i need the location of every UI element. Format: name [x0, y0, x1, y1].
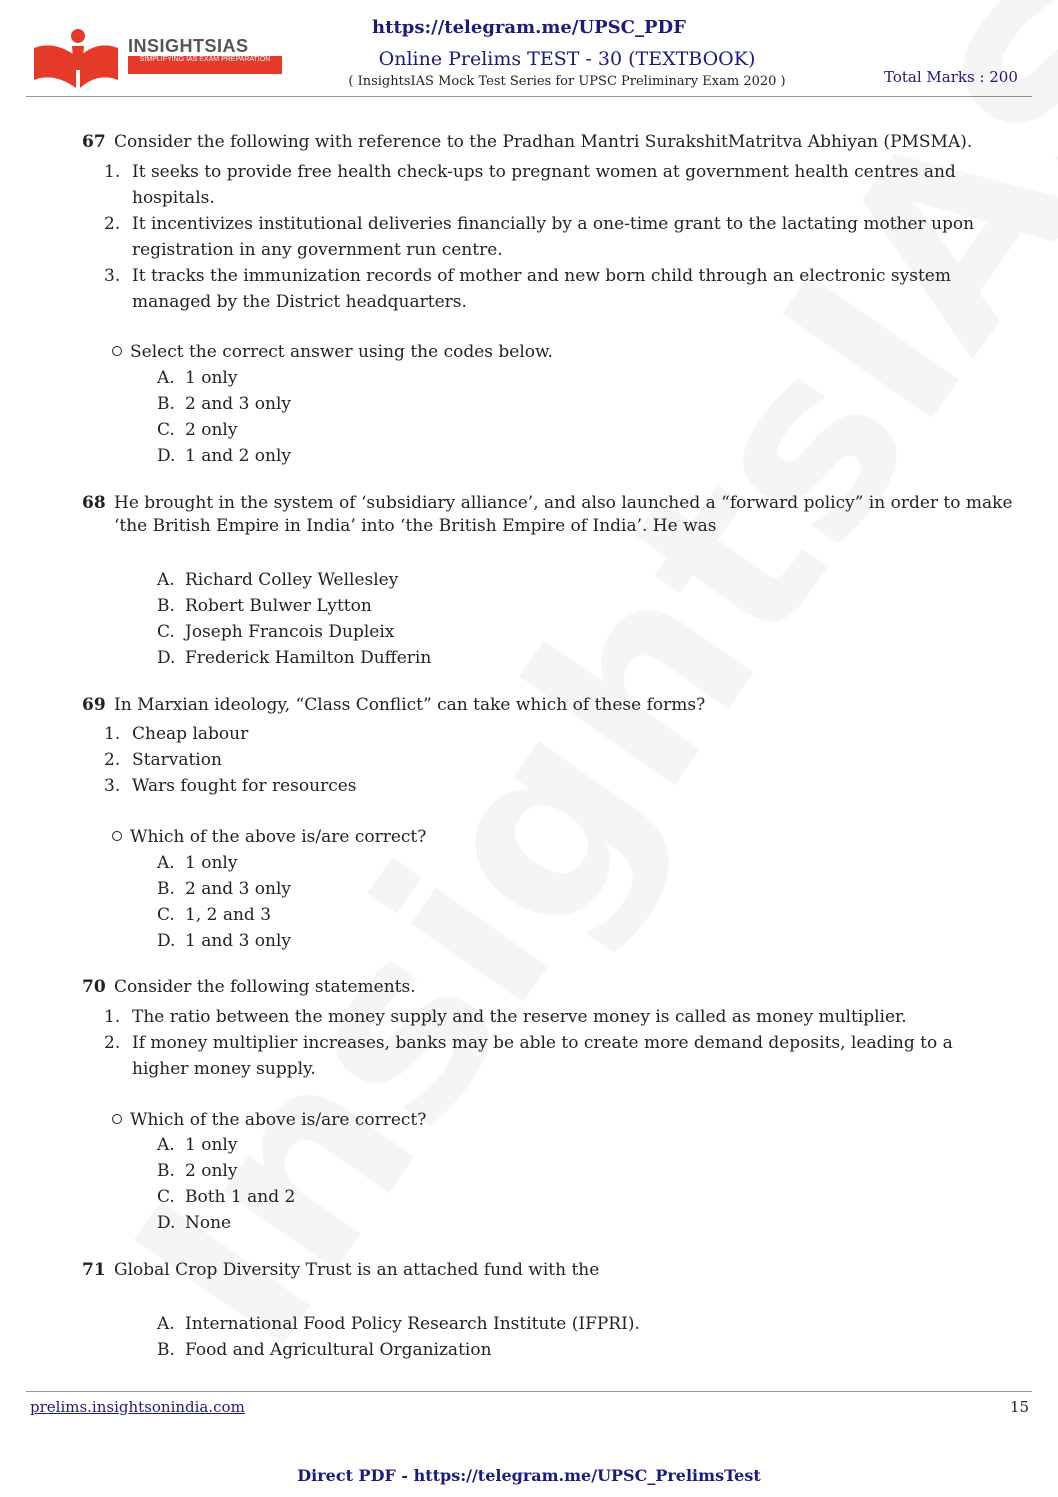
question-text: In Marxian ideology, “Class Conflict” can take which of these forms? — [114, 695, 706, 715]
answer-option[interactable]: B. 2 and 3 only — [157, 394, 292, 414]
answer-option[interactable]: A. 1 only — [157, 1135, 238, 1155]
logo-tagline: SIMPLIFYING IAS EXAM PREPARATION — [128, 56, 282, 74]
answer-option[interactable]: B. 2 and 3 only — [157, 879, 292, 899]
answer-instruction: Which of the above is/are correct? — [112, 827, 426, 847]
question-text: He brought in the system of ‘subsidiary alliance’, and also launched a “forward policy” in order to make ‘the British Empire in India’ into ‘the British Empire of India’. He was — [114, 493, 1013, 536]
question-text: Global Crop Diversity Trust is an attached fund with the — [114, 1260, 600, 1280]
answer-option[interactable]: C. 2 only — [157, 420, 238, 440]
answer-option[interactable]: D. None — [157, 1213, 232, 1233]
statement-item: 3. Wars fought for resources — [104, 776, 357, 796]
question-71 — [82, 1259, 1022, 1282]
logo-text: INSIGHTSIAS — [128, 36, 249, 56]
answer-option[interactable]: A. 1 only — [157, 368, 238, 388]
question-number: 67 — [82, 132, 106, 152]
answer-option[interactable]: A. 1 only — [157, 853, 238, 873]
answer-option[interactable]: C. Both 1 and 2 — [157, 1187, 296, 1207]
question-67 — [82, 131, 1022, 154]
circle-bullet-icon — [112, 831, 122, 841]
answer-option[interactable]: C. Joseph Francois Dupleix — [157, 622, 395, 642]
answer-option[interactable]: A. Richard Colley Wellesley — [157, 570, 399, 590]
statement-item: 1. Cheap labour — [104, 724, 249, 744]
answer-option[interactable]: A. International Food Policy Research Institute (IFPRI). — [157, 1314, 640, 1334]
statement-item: 2. It incentivizes institutional deliveries financially by a one-time grant to the lactating mother upon registration in any government run centre. — [104, 214, 975, 260]
answer-option[interactable]: D. 1 and 3 only — [157, 931, 292, 951]
answer-option[interactable]: D. Frederick Hamilton Dufferin — [157, 648, 432, 668]
answer-instruction: Which of the above is/are correct? — [112, 1110, 426, 1130]
question-text: Consider the following statements. — [114, 977, 416, 997]
question-68 — [82, 492, 1022, 538]
circle-bullet-icon — [112, 1114, 122, 1124]
telegram-url[interactable]: https://telegram.me/UPSC_PDF — [372, 17, 686, 38]
statement-item: 2. If money multiplier increases, banks may be able to create more demand deposits, leading to a higher money supply. — [104, 1033, 953, 1079]
answer-option[interactable]: D. 1 and 2 only — [157, 446, 292, 466]
test-title: Online Prelims TEST - 30 (TEXTBOOK) — [378, 48, 756, 70]
statement-item: 3. It tracks the immunization records of mother and new born child through an electronic system managed by the District headquarters. — [104, 266, 951, 312]
question-number: 71 — [82, 1260, 106, 1280]
total-marks: Total Marks : 200 — [884, 68, 1018, 86]
statement-item: 2. Starvation — [104, 750, 222, 770]
direct-pdf-link[interactable]: Direct PDF - https://telegram.me/UPSC_PrelimsTest — [297, 1466, 761, 1485]
site-link[interactable]: prelims.insightsonindia.com — [30, 1398, 245, 1416]
statement-item: 1. It seeks to provide free health check-ups to pregnant women at government health centres and hospitals. — [104, 162, 956, 208]
question-text: Consider the following with reference to the Pradhan Mantri SurakshitMatritva Abhiyan (PMSMA). — [114, 132, 973, 152]
answer-option[interactable]: B. 2 only — [157, 1161, 238, 1181]
footer-divider — [26, 1391, 1032, 1392]
answer-option[interactable]: B. Robert Bulwer Lytton — [157, 596, 372, 616]
question-69 — [82, 694, 1022, 717]
answer-option[interactable]: B. Food and Agricultural Organization — [157, 1340, 492, 1360]
page-number: 15 — [1010, 1398, 1030, 1416]
circle-bullet-icon — [112, 346, 122, 356]
statement-item: 1. The ratio between the money supply and the reserve money is called as money multiplier. — [104, 1007, 907, 1027]
question-number: 68 — [82, 493, 106, 513]
question-70 — [82, 976, 1022, 999]
answer-instruction: Select the correct answer using the codes below. — [112, 342, 553, 362]
answer-option[interactable]: C. 1, 2 and 3 — [157, 905, 272, 925]
question-number: 70 — [82, 977, 106, 997]
question-number: 69 — [82, 695, 106, 715]
test-subtitle: ( InsightsIAS Mock Test Series for UPSC Preliminary Exam 2020 ) — [348, 74, 786, 89]
